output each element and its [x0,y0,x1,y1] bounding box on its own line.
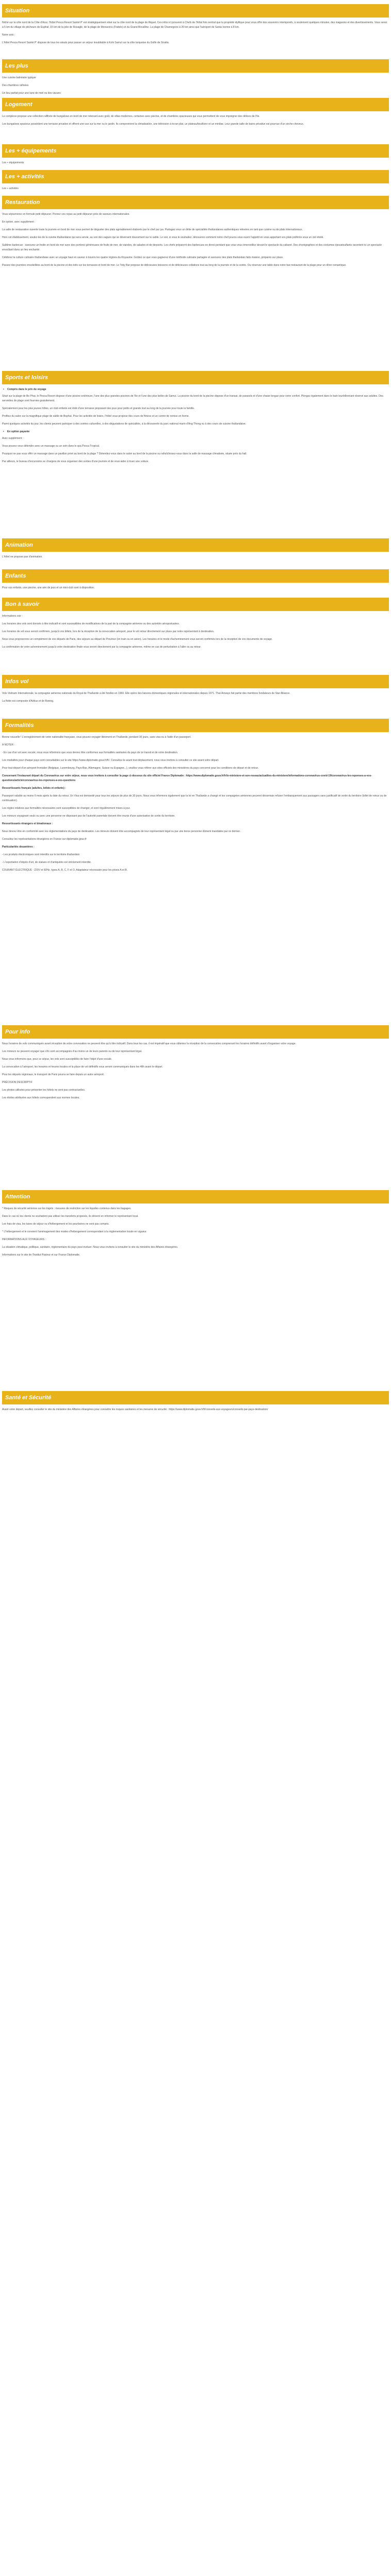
section-title: Infos vol [2,675,389,688]
list-item: Un lieu parfait pour une lune de miel ou des vacanc [2,92,61,95]
attention-text: * L'hébergement et le convient l'aménagement des modes d'hébergement correspondant à la réglementation locale en vigueur. [2,1230,147,1233]
section-title: Pour info [2,1025,389,1039]
sports-text: Pourquoi ne pas vous offrir un massage dans un pavillon privé au bord de la plage ? Détendez-vous dans le salon au bord de la piscine ou rafraîchissez-vous dans la salle de massage climatisée, située près du hall. [2,452,247,455]
formalites-subtitle: Particularités douanières : [2,845,35,849]
section-title: Sports et loisirs [2,371,389,384]
attention-text: Informations sur le site de l'Institut Pasteur et sur France Diplomatie. [2,1253,80,1257]
situation-avis-text: L'hôtel Pesca Resort Sainté P' dispose de tous les atouts pour passer un séjour inoubliable à Kohi Samuï sur la côte turquoise du Golfe de Stratta. [2,41,170,44]
formalites-text: - L'exportation d'objets d'art, de statues et d'antiquités est strictement interdite. [2,861,92,864]
sports-text: Parmi quelques activités du jour, les clients peuvent participer à des soirées culturelles, à des dégustations de spécialités, à la découverte du parc national marin d'Ang Thong ou à des cours de cuisine thaïlandaise. [2,422,247,426]
section-title: Formalités [2,719,389,732]
info-text: Les photos utilisées pour présenter les hôtels ne sont pas contractuelles. [2,1089,86,1092]
formalites-text: Nous devrez être en conformité avec les réglementations du pays de destination. Les mineurs doivent être accompagnés de leur représentant légal ou par une tierce personne dûment mandatée par ce dernier. [2,830,241,833]
info-text: Nous horaires de vols communiqués avant réception de votre convocation ne peuvent être qu'à titre indicatif. Dans tous les cas, il est impératif que vous obteniez la réception de la convocation comprenant les horaires définitifs avant d'organiser votre voyage. [2,1042,297,1045]
section-infos-vol [2,675,389,707]
formalites-text: Concernant l'instaurant départ du Coronavirus sur votre séjour, nous vous invitons à consulter la page ci-dessous du site officiel France Diplomatie : https://www.diplomatie.gouv.fr/fr/le-ministere-et-son-reseau/actualites-du-ministere/informations-coronavirus-covid-19/coronavirus-les-reponses-a-vos-questions/article/coronavirus-les-reponses-a-vos-questions [2,774,372,782]
section-title: Situation [2,4,389,18]
info-text: Les étoiles attribuées aux hôtels correspondent aux normes locales. [2,1096,80,1099]
section-title: Enfants [2,569,389,583]
section-title: Les + activités [2,170,389,183]
list-item: • En option payante [7,430,389,434]
formalites-text: Pour tout départ d'un aéroport frontalier (Belgique, Luxembourg, Pays-Bas, Allemagne, Suisse ou Espagne...), veuillez vous référer aux sites officiels des ministères du pays concerné pour les conditions de départ et de retour. [2,767,259,770]
formalites-text: Les mineurs voyageant seuls ou avec une personne ne disposant pas de l'autorité parentale doivent être munis d'une autorisation de sortie du territoire. [2,815,175,818]
bon-a-savoir-text: Les horaires des vols sont donnés à titre indicatif et sont susceptibles de modifications de la part de la compagnie aérienne ou des autorités aéroportuaires. [2,622,180,625]
sports-text: Avec supplément : [2,437,24,440]
section-bon-a-savoir [2,598,389,653]
section-title: Restauration [2,196,389,209]
restauration-text: La salle de restauration ouverte toute la journée en bord de mer vous permet de déguster des plats agréablement élaborés par le chef pur jus. Partagez vous un délie de spécialités thaïlandaises authentiques relevées en tant que cuisine ou de plats internationaux. [2,228,303,231]
restauration-text: Hors cet établissement, soulez-les de la cuisine thaïlandaise qui sera servie, au son des vagues qui se déversent doucement sur le sable. Le soir, si vous le souhaitez, découvrez comment notre chef pourra vous ouvrir l'appétit en vous apportant vos plats préférés sous un ciel étoilé. [2,236,324,239]
bon-a-savoir-text: Nous vous proposerons un complément de vos départs de Paris, des séjours au départ de Province (en train ou en avion). Les horaires et le mode d'acheminement vous seront confirmés lors de la réception de vos documents de voyage. [2,638,273,641]
attention-text: INFORMATIONS AUX VOYAGEURS : [2,1238,46,1241]
info-text: La convocation à l'aéroport, les horaires et heures locales et la place de vol définitifs vous seront communiqués dans les 48h avant le départ. [2,1065,163,1069]
section-situation [2,4,389,48]
formalites-text: COURANT ÉLECTRIQUE : 220V et 50Hz, types A, B, C, F et O. Adaptateur nécessaire pour les prises A et B. [2,869,128,872]
formalites-text: Passeport valable au moins 6 mois après la date du retour. Un Visa est demandé pour tous les séjours de plus de 30 jours. Nous vous informons également que la loi en Thaïlande a changé et les compagnies aériennes peuvent désormais refuser l'embarquement aux passagers sans justificatif de sortie du territoire (billet de retour ou de continuation). [2,794,387,802]
attention-text: La situation climatique, politique, sanitaire, règlementaire du pays peut évoluer. Nous vous invitons à consulter le site du ministère des Affaires étrangères. [2,1246,178,1249]
notre-avis: Notre avis : [2,33,15,37]
section-animation [2,538,389,563]
info-text: Nous vous informons que, pour ce séjour, les vols sont susceptibles de faire l'objet d'une escale. [2,1058,112,1061]
info-text: Pour les départs régionaux, le transport de Paris pourra se faire depuis un autre aéroport. [2,1073,105,1076]
formalites-text: - En cas d'un vol avec escale, nous vous informons que vous devrez être conformes aux formalités sanitaires du pays de ce transit et de votre destination. [2,751,178,754]
section-sante [2,1391,389,1415]
section-sports [2,371,389,467]
section-equipements [2,144,389,168]
bon-a-savoir-text: Informations voir : [2,615,23,618]
formalites-text: Les règles relatives aux formalités nécessaires sont susceptibles de changer, et sont régulièrement mises à jour. [2,807,131,810]
formalites-subtitle: Ressortissants étrangers et binationaux : [2,822,53,825]
activites-text: Les + activités [2,187,19,190]
sports-text: Par ailleurs, le bureau d'excursions se chargera de vous organiser des sorties d'une journée et de vous aider à louer une voiture. [2,460,149,463]
logement-text: Les bungalows spacieux possèdent une terrasse privative et offrent une vue sur la mer ou le jardin. Ils comprennent la climatisation, une télévision à écran plat, un plateau/bouilloire et un minibar. Leur grande salle de bains privative est pourvue d'un sèche-cheveux. [2,123,304,126]
attention-text: * Risques de sécurité aérienne sur les trajets : mesures de restriction sur les liquides contenus dans les bagages. [2,1207,132,1210]
restauration-text: Vous séjournerez en formule petit déjeuner. Prenez vos repas au petit déjeuner près de saveurs internationales. [2,213,130,216]
enfants-text: Pour vos enfants, une piscine, une aire de jeux et un mini-club sont à disposition. [2,586,95,589]
restauration-text: Passez des journées ensoleillées au bord de la piscine et des toits sur les terrasses et bord de mer. Le Toky Bar propose de délicieuses boissons et de délicieuses collations tout au long de la journée et de la soirée. Ou réservez une table dans notre bar-restaurant de la plage pour un dîner romantique. [2,264,347,267]
formalites-text: - Les produits électroniques sont interdits sur le territoire thaïlandais [2,853,80,856]
restauration-text: Sublime barbecue : savourez un festin en bord de mer avec des portions généreuses de fruits de mer, de viandes, de salades et de desserts. Les chefs préparent des barbecues en direct pendant que vous vous émerveillez devant le spectacle du cabaret. Des chorégraphies et des costumes époustouflants racontent ici un spectacle envoûtant dans un lieu enchanté. [2,244,382,251]
formalites-text: Consultez les représentations étrangères en France sur diplomatie.gouv.fr [2,838,87,841]
section-enfants [2,569,389,594]
sports-text: Profitez du salon sur la magnifique plage de sable de Bophut. Pour les activités de loisirs, l'hôtel vous propose des cours de fitness et un centre de remise en forme. [2,415,190,418]
infos-vol-text: La flotte est composée d'Airbus et de Boeing. [2,700,54,703]
sports-text: Situé sur la plage de Bo Phut, le Pesca Resort dispose d'une piscine extérieure, l'une des plus grandes piscines de l'ile et l'une des plus belles de Samuï. La piscine du bord de la piscine dispose d'un transat, de parasols et d'une chaise longue pour votre confort. Plongez également dans le bain tourbillonnant réservé aux adultes. Des serviettes de plage sont fournies gratuitement. [2,395,383,402]
section-pour-info [2,1025,389,1104]
list-item: • Compris dans le prix du voyage [7,387,389,392]
section-title: Logement [2,98,389,111]
attention-text: Dans le cas où les clients ne souhaitent pas utiliser les transferts proposés, ils doivent en informer le représentant local. [2,1215,139,1218]
section-attention [2,1190,389,1261]
section-title: Bon à savoir [2,598,389,611]
sports-text: Vous pouvez vous détendre avec un massage ou un soin dans le spa Pesca Tropical. [2,445,100,448]
bon-a-savoir-text: La confirmation de votre acheminement jusqu'à votre destination finale vous seront directement par la compagnie aérienne, même en cas de perturbation à l'aller ou au retour. [2,646,202,649]
sports-text: Spécialement pour les plus jeunes hôtes, un club enfants est doté d'une terrasse proposant des jeux pour petits et grands tout au long de la journée pour toute la famille. [2,407,195,410]
section-title: Animation [2,538,389,552]
formalites-subtitle: Ressortissants français (adultes, bébés et enfants) : [2,787,66,790]
restauration-text: En option, avec supplément : [2,221,36,224]
sante-text: Avant votre départ, veuillez consulter le site du ministère des Affaires étrangères pour connaître les risques sanitaires et les mesures de sécurité : https://www.diplomatie.gouv.fr/fr/conseils-aux-voyageurs/conseils-par-pays-destination/ [2,1408,268,1411]
list-item: Une cuisine balnéaire typique [2,76,36,79]
logement-text: Le complexe propose une collection raffinée de bungalows en bord de mer retenant avec goût, de villas modernes, certaines avec piscine, et de chambres spacieuses qui vous permettent de vous imprégner des délices de l'île. [2,115,260,118]
formalites-text: Bonne nouvelle ! L'enregistrement de votre nationalité française, vous pouvez voyager librement en Thaïlande, pendant 30 jours, sans visa ou à l'aide d'un passeport. [2,736,191,739]
section-logement [2,98,389,130]
equipements-text: Les + équipements [2,161,24,164]
section-title: Santé et Sécurité [2,1391,389,1404]
list-item: Des chambres rafinées [2,84,29,87]
section-title: Les plus [2,59,389,73]
attention-text: Les frais de visa, les taxes de séjour ou d'hébergement et les pourboires ne sont pas compris. [2,1223,110,1226]
situation-text: Niché sur la côte nord de la Côte d'Azur, l'hôtel Pesca Resort Sainté P' est stratégiquement situé sur la côte nord de la plage de Riquet. Ces infos ici prouvent à Chefs de l'hôtel fois central que la propriété idyllique pour vous offrir des souvenirs intemporels, à seulement quelques minutes, des magasins et des divertissements. Vous serez à 5 km du village de pêcheurs de Euphal, 15 km de la jolie de Rosaglé, de la plage de Monavons (Fratelo) et du Grand Bovalline. La plage de Chamegone à 20 km ainsi que l'aéroport de Santa Ivonne à 8 km. [2,21,387,29]
info-text: Les mineurs ne peuvent voyager que s'ils sont accompagnés d'au moins un de leurs parents ou de leur représentant légal. [2,1050,142,1053]
animation-text: L'hôtel ne propose pas d'animation. [2,555,43,558]
info-text: PRÉCISION DESCRIPTIF [2,1081,32,1084]
section-title: Les + équipements [2,144,389,158]
formalites-text: A NOTER : [2,743,15,747]
section-activites [2,170,389,194]
section-restauration [2,196,389,271]
section-les-plus [2,59,389,99]
section-formalites [2,719,389,876]
restauration-text: Célébrez la culture culinaire thaïlandaise avec un voyage haut en saveur à travers les quatre régions du Royaume. Goûtez ce que vous gagnerez d'une méthode culinaire partagée et savourez des plats thaïlandais faits maison, préparés sur place. [2,256,284,259]
formalites-text: Les modalités pour chaque pays sont consultables sur le site https://www.diplomatie.gouv.fr/fr/. Consultez-le avant tout déplacement, nous vous invitons à consulter ce site avant votre départ. [2,759,219,762]
section-title: Attention [2,1190,389,1204]
infos-vol-text: Vols Vietnam Internationale, la compagnie aérienne nationale du Royal de Thaïlande a été fondée en 1960. Elle opère des liaisons domestiques régionales et internationales depuis 1971. Thaï Airways fait partie des membres fondateurs de Star Alliance. [2,692,290,695]
bon-a-savoir-text: Les horaires de vol vous seront confirmés, jusqu'à vos billets, lors de la réception de la convocation aéroport, pour le vol retour directement sur place par notre représentant à destination. [2,630,215,633]
